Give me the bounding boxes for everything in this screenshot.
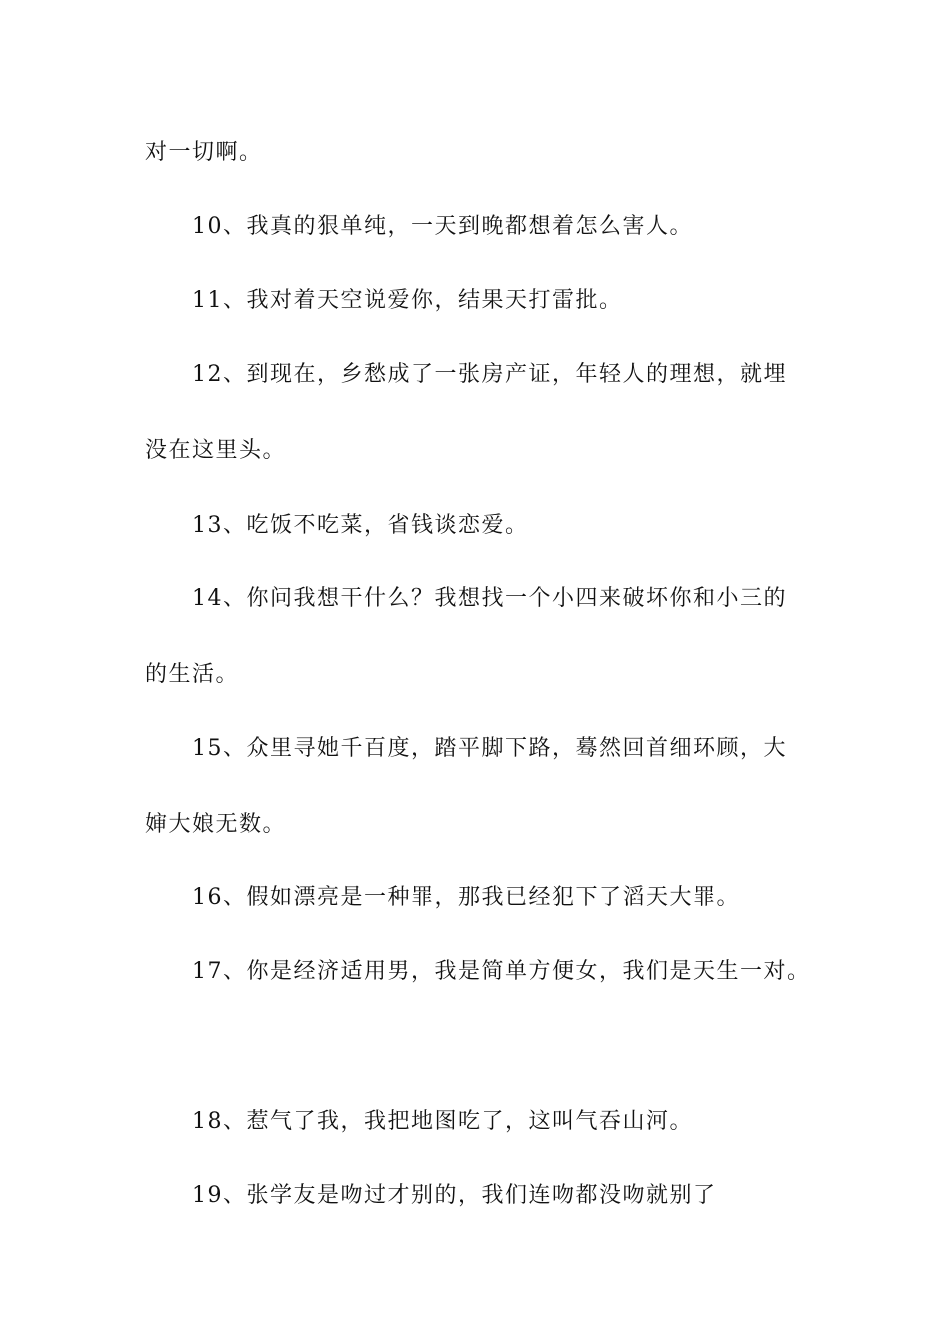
list-item-16: 16、假如漂亮是一种罪，那我已经犯下了滔天大罪。 [192, 885, 740, 910]
text-line: 没在这里头。 [145, 438, 287, 463]
list-item-18: 18、惹气了我，我把地图吃了，这叫气吞山河。 [192, 1109, 693, 1134]
list-item-12: 12、到现在，乡愁成了一张房产证，年轻人的理想，就埋 [192, 362, 787, 387]
list-item-11: 11、我对着天空说爱你，结果天打雷批。 [192, 288, 623, 313]
list-item-14: 14、你问我想干什么？我想找一个小四来破坏你和小三的 [192, 586, 787, 611]
text-line: 婶大娘无数。 [145, 812, 287, 837]
list-item-13: 13、吃饭不吃菜，省钱谈恋爱。 [192, 513, 529, 538]
list-item-19: 19、张学友是吻过才别的，我们连吻都没吻就别了 [192, 1183, 717, 1208]
text-line: 对一切啊。 [145, 140, 263, 165]
list-item-15: 15、众里寻她千百度，踏平脚下路，蓦然回首细环顾，大 [192, 736, 787, 761]
list-item-10: 10、我真的狠单纯，一天到晚都想着怎么害人。 [192, 214, 693, 239]
text-line: 的生活。 [145, 662, 240, 687]
list-item-17: 17、你是经济适用男，我是简单方便女，我们是天生一对。 [192, 959, 811, 984]
